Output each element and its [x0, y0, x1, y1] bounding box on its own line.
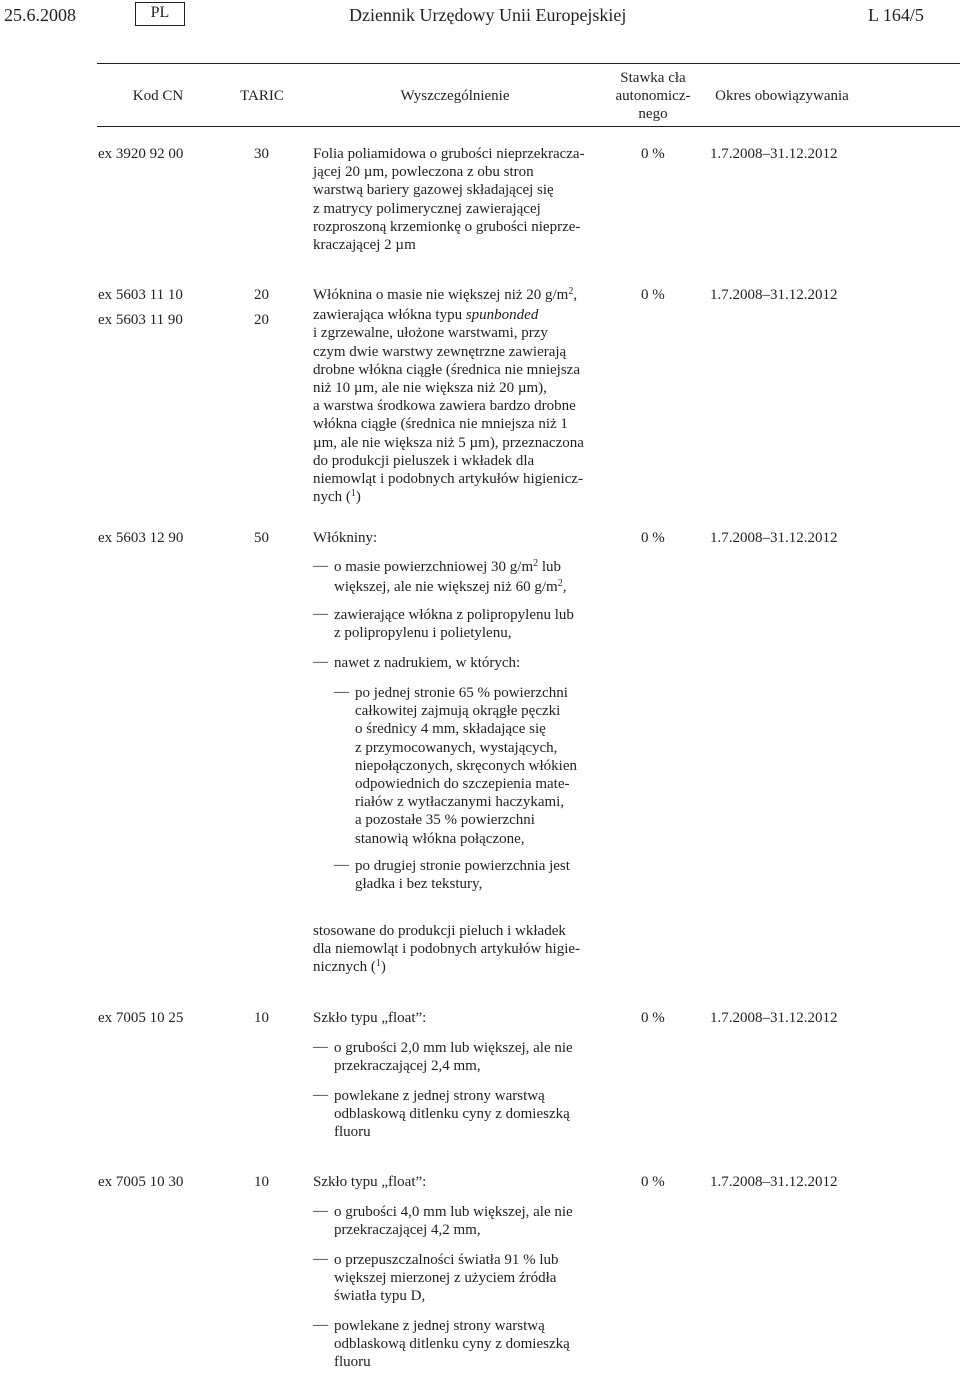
row-heading: Włókniny:	[313, 530, 378, 546]
sublist-dash: —	[334, 857, 349, 873]
validity-period: 1.7.2008–31.12.2012	[710, 530, 838, 546]
taric-code: 20	[254, 312, 269, 328]
row-description: Włóknina o masie nie większej niż 20 $g/m^2$, zawierająca włókna typu spunbonded i zgrzewalne, ułożone warstwami, przy czym dwie warstwy zewnętrzne zawierają drobne włókna ciągłe (średnica nie mniejsza niż 10 µm, ale nie większa niż 20 µm), a warstwa środkowa zawiera bardzo drobne włókna ciągłe (średnica nie mniejsza niż 1 µm, ale nie większa niż 5 µm), przeznaczona do produkcji pieluszek i wkładek dla niemowląt i podobnych artykułów higienicz- nych ($^1$)	[313, 286, 584, 506]
list-dash: —	[313, 606, 328, 622]
column-header-description: Wyszczególnienie	[400, 88, 510, 104]
list-dash: —	[313, 1039, 328, 1055]
validity-period: 1.7.2008–31.12.2012	[710, 146, 838, 162]
validity-period: 1.7.2008–31.12.2012	[710, 1174, 838, 1190]
language-badge: PL	[135, 2, 185, 26]
row-heading: Szkło typu „float”:	[313, 1010, 427, 1026]
validity-period: 1.7.2008–31.12.2012	[710, 287, 838, 303]
taric-code: 10	[254, 1010, 269, 1026]
taric-code: 30	[254, 146, 269, 162]
duty-rate: 0 %	[641, 1010, 665, 1026]
list-item: powlekane z jednej strony warstwą odblaskową ditlenku cyny z domieszką fluoru	[334, 1088, 570, 1141]
list-dash: —	[313, 654, 328, 670]
cn-code: ex 3920 92 00	[98, 146, 184, 162]
list-item: powlekane z jednej strony warstwą odblaskową ditlenku cyny z domieszką fluoru	[334, 1318, 570, 1371]
row-description: Folia poliamidowa o grubości nieprzekracza- jącej 20 µm, powleczona z obu stron warstwą bariery gazowej składającej się z matrycy polimerycznej zawierającej rozproszoną krzemionkę o grubości nieprze- kraczającej 2 µm	[313, 146, 585, 254]
column-header-rate: Stawka cła autonomicz- nego	[615, 70, 691, 122]
taric-code: 20	[254, 287, 269, 303]
list-dash: —	[313, 558, 328, 574]
page-number: L 164/5	[868, 5, 924, 25]
validity-period: 1.7.2008–31.12.2012	[710, 1010, 838, 1026]
taric-code: 50	[254, 530, 269, 546]
list-item: nawet z nadrukiem, w których:	[334, 655, 521, 671]
duty-rate: 0 %	[641, 287, 665, 303]
list-item: o masie powierzchniowej 30 $g/m^2$ lub większej, ale nie większej niż 60 $g/m^2$,	[334, 558, 567, 596]
list-dash: —	[313, 1087, 328, 1103]
table-header-rule	[97, 126, 960, 127]
list-dash: —	[313, 1203, 328, 1219]
cn-code: ex 7005 10 30	[98, 1174, 184, 1190]
journal-title: Dziennik Urzędowy Unii Europejskiej	[349, 5, 627, 25]
row-note: stosowane do produkcji pieluch i wkładek dla niemowląt i podobnych artykułów higie- nicznych ($^1$)	[313, 923, 581, 976]
cn-code: ex 5603 11 10	[98, 287, 183, 303]
column-header-kod-cn: Kod CN	[132, 88, 184, 104]
list-item: o przepuszczalności światła 91 % lub większej mierzonej z użyciem źródła światła typu D,	[334, 1252, 559, 1305]
table-top-rule	[97, 63, 960, 64]
sublist-item: po jednej stronie 65 % powierzchni całkowitej zajmują okrągłe pęczki o średnicy 4 mm, składające się z przymocowanych, wystających, niepołączonych, skręconych włókien odpowiednich do szczepienia mate- riałów z wytłaczanymi haczykami, a pozostałe 35 % powierzchni stanowią włókna połączone,	[355, 685, 578, 847]
column-header-period: Okres obowiązywania	[715, 88, 849, 104]
sublist-item: po drugiej stronie powierzchnia jest gładka i bez tekstury,	[355, 858, 570, 893]
list-item: o grubości 4,0 mm lub większej, ale nie przekraczającej 4,2 mm,	[334, 1204, 573, 1239]
publication-date: 25.6.2008	[4, 5, 76, 25]
sublist-dash: —	[334, 684, 349, 700]
cn-code: ex 5603 11 90	[98, 312, 183, 328]
list-item: o grubości 2,0 mm lub większej, ale nie przekraczającej 2,4 mm,	[334, 1040, 573, 1075]
list-item: zawierające włókna z polipropylenu lub z polipropylenu i polietylenu,	[334, 607, 574, 642]
taric-code: 10	[254, 1174, 269, 1190]
list-dash: —	[313, 1317, 328, 1333]
row-heading: Szkło typu „float”:	[313, 1174, 427, 1190]
list-dash: —	[313, 1251, 328, 1267]
column-header-taric: TARIC	[240, 88, 284, 104]
cn-code: ex 5603 12 90	[98, 530, 184, 546]
duty-rate: 0 %	[641, 146, 665, 162]
cn-code: ex 7005 10 25	[98, 1010, 184, 1026]
duty-rate: 0 %	[641, 1174, 665, 1190]
duty-rate: 0 %	[641, 530, 665, 546]
